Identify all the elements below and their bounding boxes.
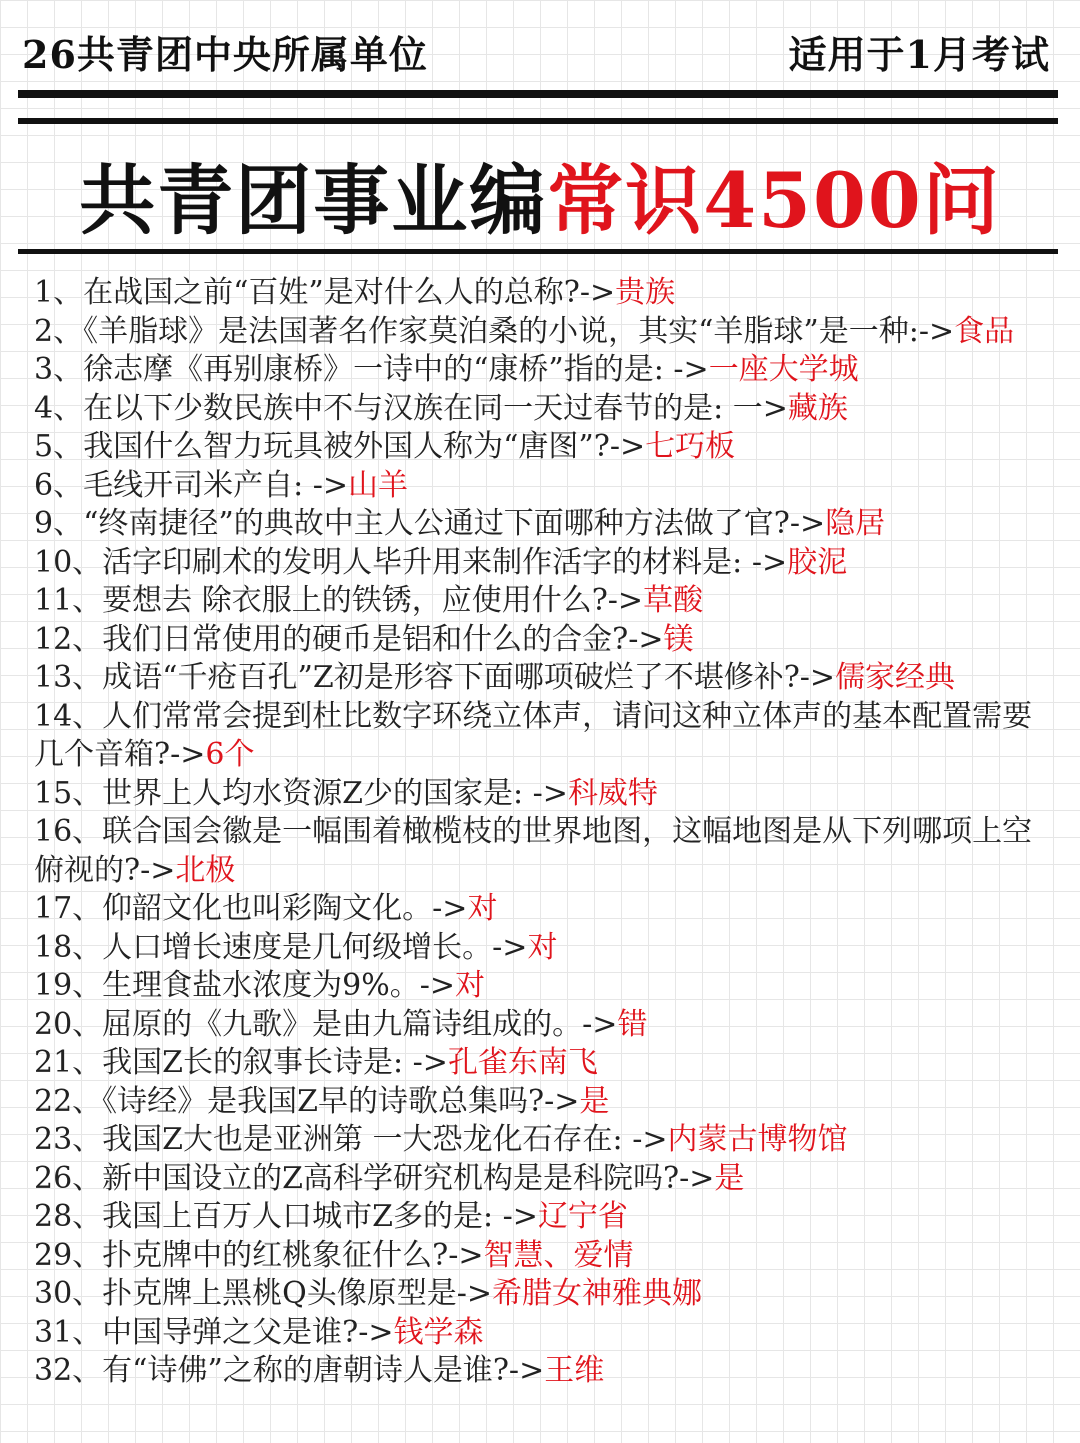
question-text: 17、仰韶文化也叫彩陶文化。-> bbox=[34, 891, 468, 926]
answer-text: 错 bbox=[617, 1006, 648, 1042]
qa-item bbox=[34, 1352, 1042, 1391]
question-text: 20、屈原的《九歌》是由九篇诗组成的。-> bbox=[34, 1006, 618, 1042]
question-text: 1、在战国之前“百姓”是对什么人的总称?-> bbox=[34, 275, 616, 310]
answer-text: 食品 bbox=[954, 313, 1015, 349]
answer-text: 内蒙古博物馆 bbox=[667, 1122, 848, 1157]
question-text: 19、生理食盐水浓度为9%。-> bbox=[34, 968, 456, 1003]
qa-item bbox=[34, 659, 1042, 698]
qa-item bbox=[34, 274, 1042, 313]
qa-item bbox=[34, 813, 1042, 890]
qa-item bbox=[34, 390, 1042, 429]
answer-text: 对 bbox=[527, 929, 558, 965]
divider-thick bbox=[18, 90, 1058, 98]
qa-item bbox=[34, 1314, 1042, 1353]
qa-item bbox=[34, 1198, 1042, 1237]
qa-item bbox=[34, 351, 1042, 390]
answer-text: 希腊女神雅典娜 bbox=[492, 1276, 703, 1311]
qa-item bbox=[34, 428, 1042, 467]
answer-text: 6个 bbox=[205, 737, 255, 772]
answer-text: 北极 bbox=[175, 852, 236, 888]
question-text: 21、我国Z长的叙事长诗是: -> bbox=[34, 1045, 448, 1080]
answer-text: 是 bbox=[579, 1083, 610, 1119]
answer-text: 一座大学城 bbox=[708, 352, 859, 387]
answer-text: 科威特 bbox=[567, 775, 658, 811]
answer-text: 七巧板 bbox=[645, 429, 736, 464]
answer-text: 对 bbox=[455, 968, 486, 1003]
question-text: 3、徐志摩《再别康桥》一诗中的“康桥”指的是: -> bbox=[34, 352, 709, 387]
qa-item bbox=[34, 929, 1042, 968]
qa-item bbox=[34, 313, 1042, 352]
qa-item bbox=[34, 582, 1042, 621]
answer-text: 智慧、爱情 bbox=[483, 1237, 634, 1273]
answer-text: 胶泥 bbox=[787, 544, 848, 580]
question-text: 5、我国什么智力玩具被外国人称为“唐图”?-> bbox=[34, 429, 646, 464]
qa-item bbox=[34, 890, 1042, 929]
answer-text: 王维 bbox=[544, 1353, 605, 1388]
qa-item bbox=[34, 1160, 1042, 1199]
question-text: 16、联合国会徽是一幅围着橄榄枝的世界地图，这幅地图是从下列哪项上空俯视的?-> bbox=[34, 814, 1033, 888]
question-text: 22、《诗经》是我国Z早的诗歌总集吗?-> bbox=[34, 1083, 580, 1119]
question-text: 18、人口增长速度是几何级增长。-> bbox=[34, 929, 528, 965]
question-text: 15、世界上人均水资源Z少的国家是: -> bbox=[34, 775, 568, 811]
question-text: 6、毛线开司米产自: -> bbox=[34, 467, 349, 503]
header-right-text: 适用于1月考试 bbox=[788, 32, 1050, 77]
qa-item bbox=[34, 1237, 1042, 1276]
qa-item bbox=[34, 698, 1042, 775]
page-title bbox=[0, 140, 1080, 249]
answer-text: 藏族 bbox=[787, 390, 848, 426]
question-text: 14、人们常常会提到杜比数字环绕立体声，请问这种立体声的基本配置需要几个音箱?-> bbox=[34, 698, 1033, 772]
question-text: 11、要想去 除衣服上的铁锈，应使用什么?-> bbox=[34, 583, 644, 618]
question-text: 30、扑克牌上黑桃Q头像原型是-> bbox=[34, 1276, 493, 1311]
header-left-text: 26共青团中央所属单位 bbox=[22, 32, 428, 77]
answer-text: 辽宁省 bbox=[537, 1199, 628, 1234]
qa-item bbox=[34, 775, 1042, 814]
answer-text: 钱学森 bbox=[393, 1314, 484, 1350]
answer-text: 隐居 bbox=[825, 506, 886, 541]
question-text: 28、我国上百万人口城市Z多的是: -> bbox=[34, 1199, 538, 1234]
qa-item bbox=[34, 1006, 1042, 1045]
question-text: 13、成语“千疮百孔”Z初是形容下面哪项破烂了不堪修补?-> bbox=[34, 660, 836, 695]
qa-item bbox=[34, 1083, 1042, 1122]
qa-list bbox=[34, 274, 1042, 1391]
qa-item bbox=[34, 1275, 1042, 1314]
answer-text: 贵族 bbox=[615, 275, 676, 310]
qa-item bbox=[34, 505, 1042, 544]
qa-item bbox=[34, 1044, 1042, 1083]
question-text: 4、在以下少数民族中不与汉族在同一天过春节的是: 一> bbox=[34, 390, 788, 426]
question-text: 12、我们日常使用的硬币是铝和什么的合金?-> bbox=[34, 621, 664, 657]
qa-item bbox=[34, 544, 1042, 583]
title-black-part: 共青团事业编 bbox=[79, 156, 548, 245]
qa-item bbox=[34, 967, 1042, 1006]
answer-text: 孔雀东南飞 bbox=[447, 1045, 598, 1080]
qa-item bbox=[34, 621, 1042, 660]
divider-thin bbox=[18, 118, 1058, 124]
qa-item bbox=[34, 1121, 1042, 1160]
question-text: 32、有“诗佛”之称的唐朝诗人是谁?-> bbox=[34, 1353, 545, 1388]
answer-text: 草酸 bbox=[643, 583, 704, 618]
answer-text: 山羊 bbox=[348, 467, 409, 503]
question-text: 26、新中国设立的Z高科学研究机构是是科院吗?-> bbox=[34, 1160, 715, 1196]
question-text: 10、活字印刷术的发明人毕升用来制作活字的材料是: -> bbox=[34, 544, 788, 580]
answer-text: 儒家经典 bbox=[835, 660, 956, 695]
answer-text: 是 bbox=[714, 1160, 745, 1196]
answer-text: 镁 bbox=[663, 621, 694, 657]
title-red-part: 常识4500问 bbox=[547, 156, 1001, 245]
question-text: 31、中国导弹之父是谁?-> bbox=[34, 1314, 394, 1350]
question-text: 9、“终南捷径”的典故中主人公通过下面哪种方法做了官?-> bbox=[34, 506, 826, 541]
question-text: 23、我国Z大也是亚洲第 一大恐龙化石存在: -> bbox=[34, 1122, 668, 1157]
answer-text: 对 bbox=[467, 891, 498, 926]
qa-item bbox=[34, 467, 1042, 506]
question-text: 2、《羊脂球》是法国著名作家莫泊桑的小说，其实“羊脂球”是一种:-> bbox=[34, 313, 955, 349]
question-text: 29、扑克牌中的红桃象征什么?-> bbox=[34, 1237, 484, 1273]
divider-under-title bbox=[18, 249, 1058, 254]
